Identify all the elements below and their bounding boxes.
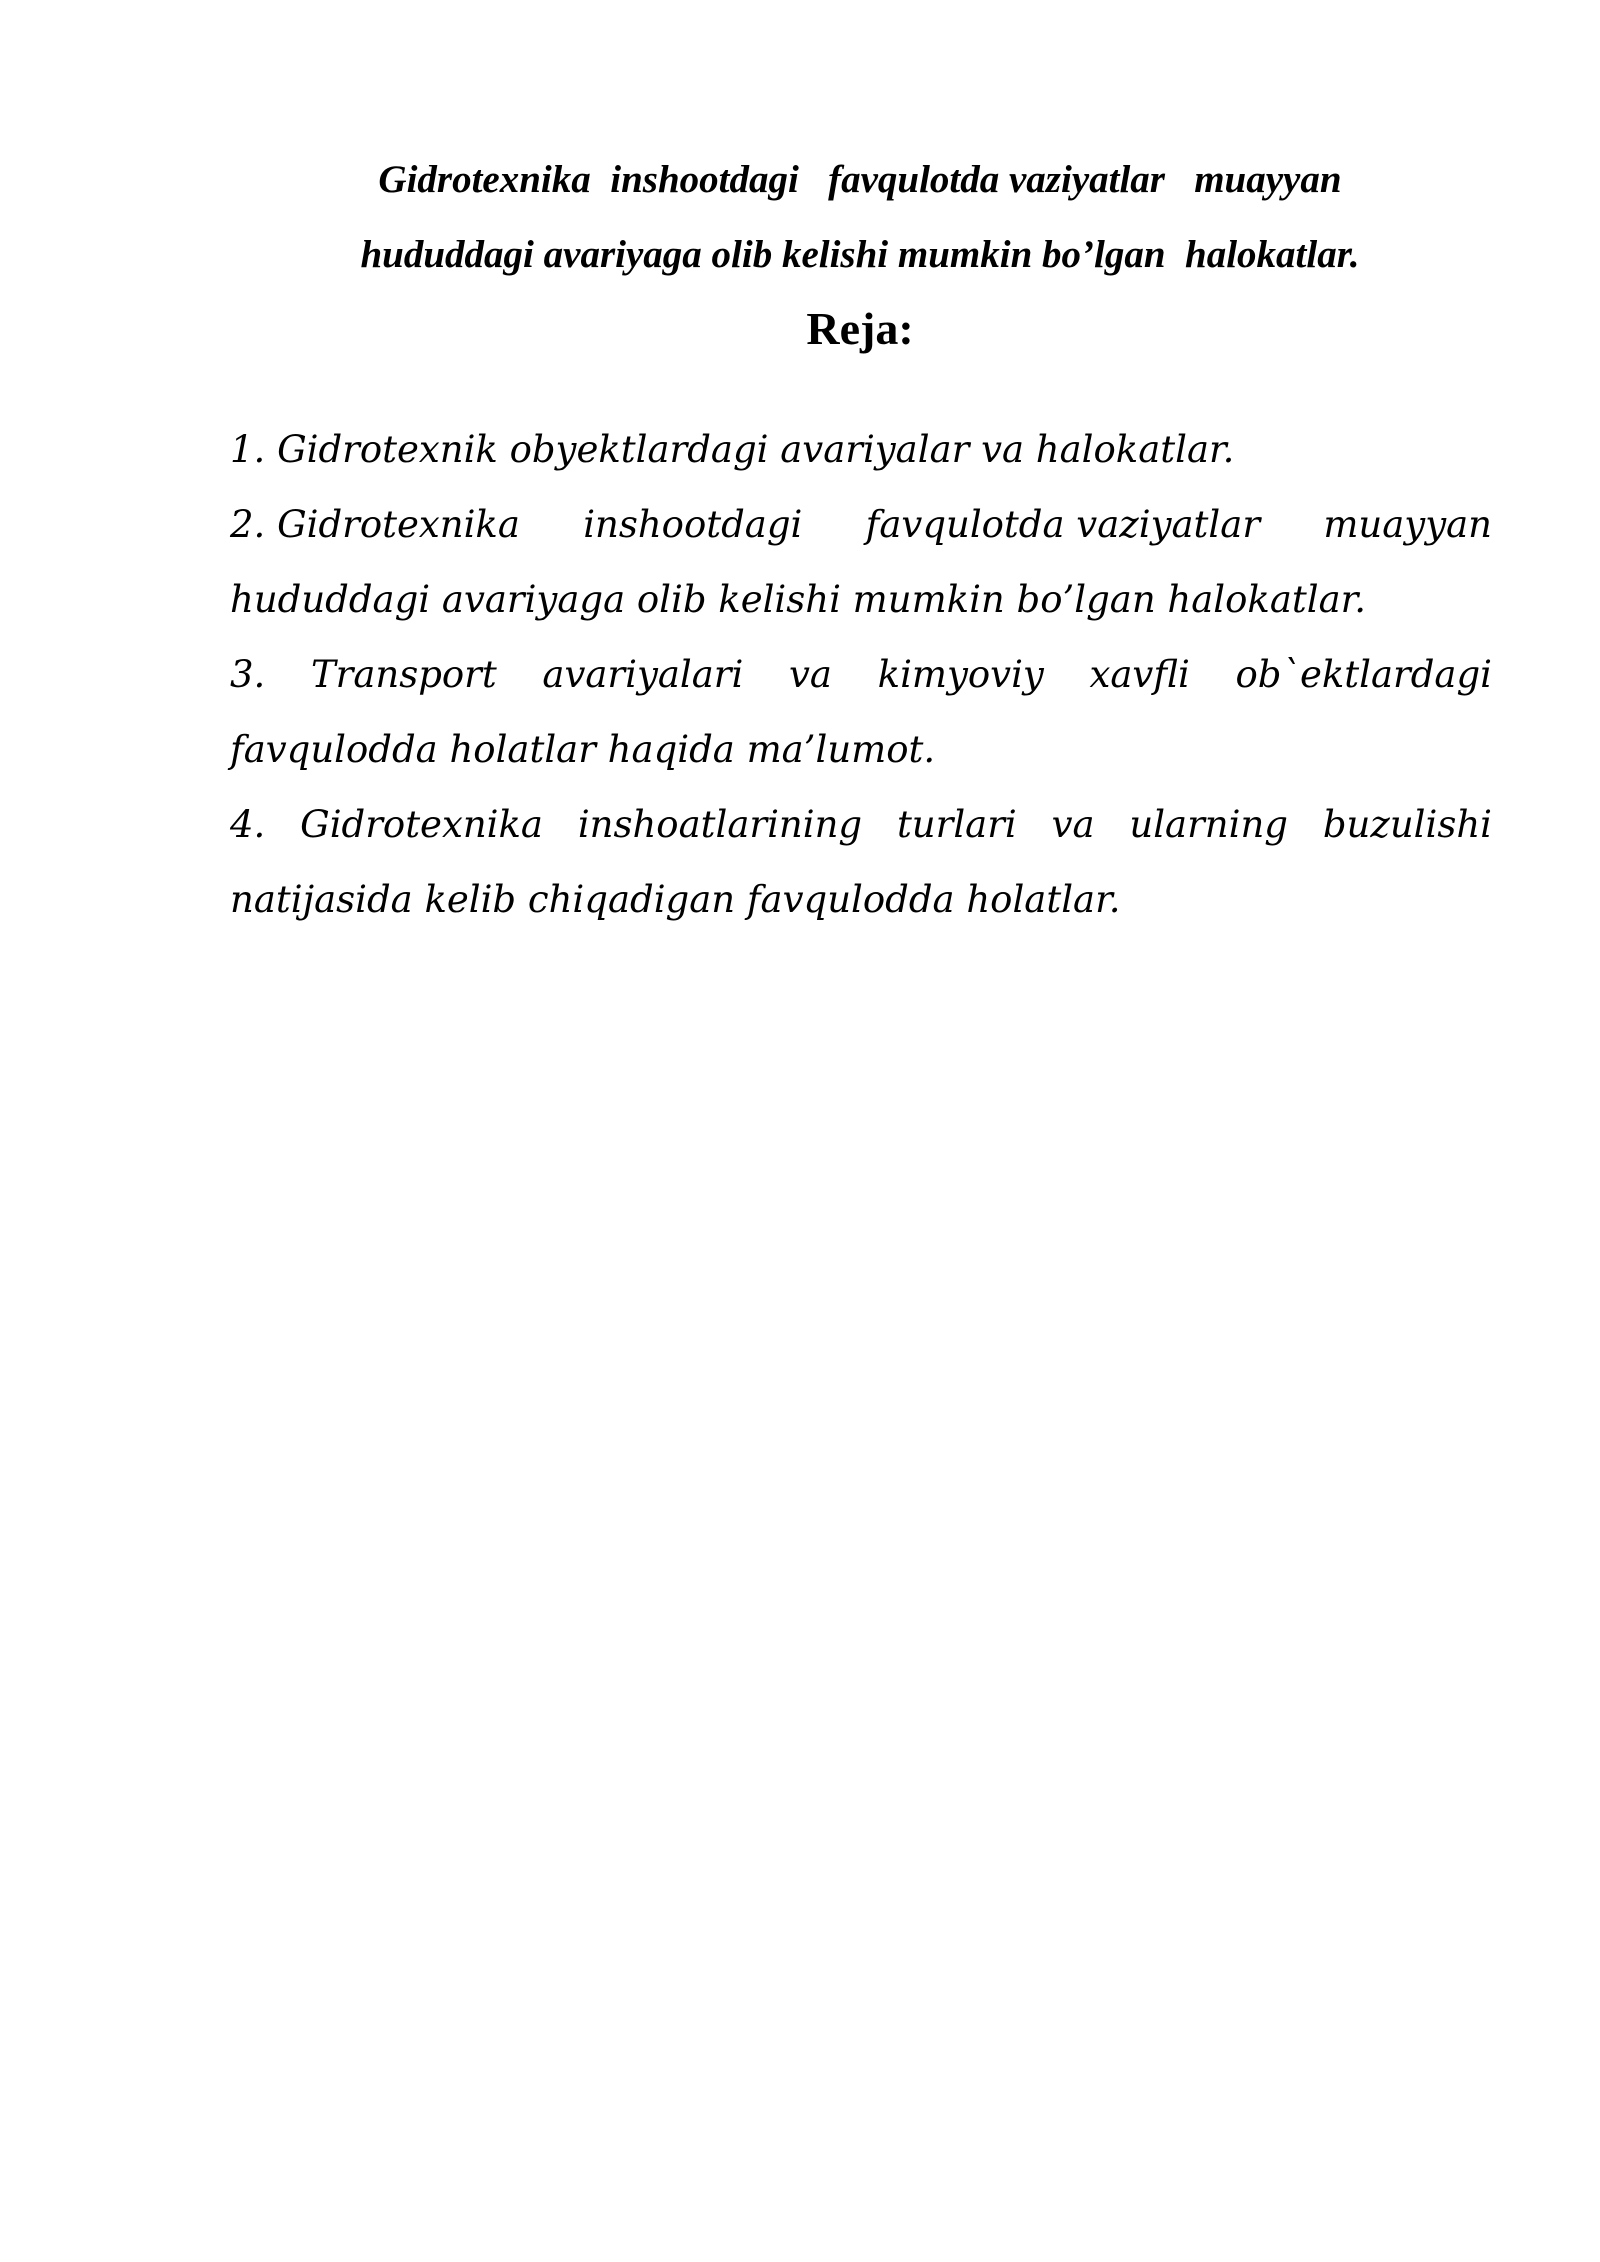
title-line-1: Gidrotexnika inshootdagi favqulotda vaziyatlar muayyan: [378, 158, 1342, 201]
plan-item-2: [230, 487, 1492, 637]
plan-item-2-word: muayyan: [1323, 503, 1492, 546]
plan-item-3: 3. Transport avariyalari va kimyoviy xavfli ob`ektlardagi favqulodda holatlar haqida ma’lumot.: [230, 653, 1492, 771]
plan-item-2-line-1: [230, 487, 1492, 562]
plan-item-2-line-2: hududdagi avariyaga olib kelishi mumkin bo’lgan halokatlar.: [230, 578, 1367, 621]
plan-item-4: 4. Gidrotexnika inshoatlarining turlari va ularning buzulishi natijasida kelib chiqadigan favqulodda holatlar.: [230, 803, 1492, 921]
plan-heading: Reja:: [806, 303, 914, 354]
document-title: [230, 142, 1490, 292]
plan-item-2-word: inshootdagi: [583, 503, 803, 546]
plan-item-2-word: favqulotda vaziyatlar: [865, 503, 1261, 546]
plan-item-1: 1. Gidrotexnik obyektlardagi avariyalar va halokatlar.: [230, 428, 1235, 471]
plan-item-2-word: 2. Gidrotexnika: [230, 503, 520, 546]
plan-list: [230, 412, 1492, 937]
title-line-2: hududdagi avariyaga olib kelishi mumkin bo’lgan halokatlar.: [360, 233, 1360, 276]
